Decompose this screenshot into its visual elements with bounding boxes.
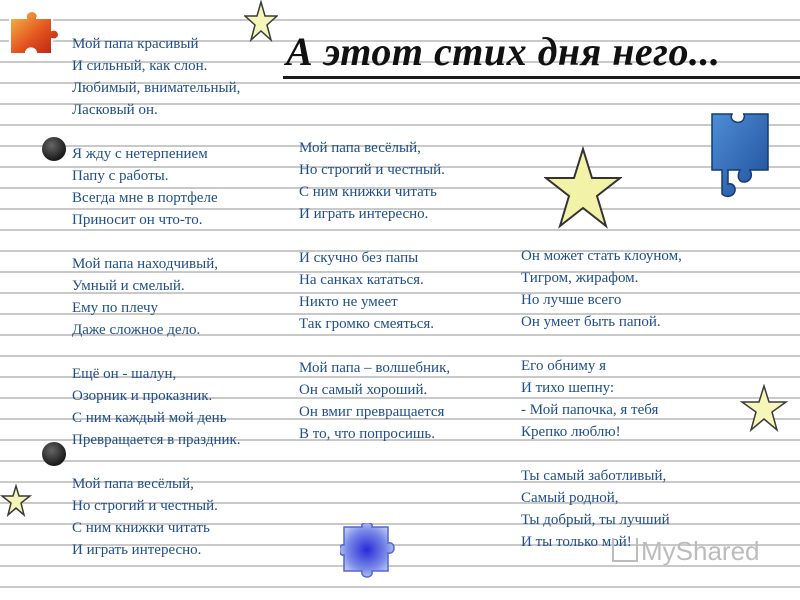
poem-line: В то, что попросишь. [299,426,436,442]
poem-column-1 [72,33,302,583]
poem-line: Но строгий и честный. [72,498,218,514]
star-icon [544,146,622,230]
stanza [521,355,751,443]
stanza [299,357,529,445]
poem-line: Тигром, жирафом. [521,270,639,286]
stanza [299,247,529,335]
poem-line: Самый родной, [521,490,619,506]
hole-punch [42,442,66,466]
poem-line: Мой папа весёлый, [72,476,194,492]
poem-line: Умный и смелый. [72,278,185,294]
poem-column-3 [521,245,751,575]
poem-column-2 [299,137,529,467]
poem-line: Озорник и проказник. [72,388,213,404]
poem-line: Ласковый он. [72,102,158,118]
stanza [72,143,302,231]
poem-line: И ты только мой! [521,534,632,550]
puzzle-piece-icon [6,8,64,60]
poem-line: Папу с работы. [72,168,169,184]
poem-line: - Мой папочка, я тебя [521,402,659,418]
puzzle-piece-icon [708,108,774,200]
stanza [72,33,302,121]
poem-line: Он может стать клоуном, [521,248,682,264]
poem-line: Но лучше всего [521,292,622,308]
poem-line: Крепко люблю! [521,424,621,440]
watermark-icon [612,538,638,562]
poem-line: И скучно без папы [299,250,419,266]
stanza [521,245,751,333]
poem-line: С ним книжки читать [299,184,437,200]
poem-line: Так громко смеяться. [299,316,435,332]
poem-line: Он самый хороший. [299,382,428,398]
poem-line: Мой папа – волшебник, [299,360,451,376]
poem-line: Мой папа весёлый, [299,140,421,156]
star-icon [0,484,32,518]
stanza [72,363,302,451]
poem-line: Даже сложное дело. [72,322,201,338]
poem-line: Ты добрый, ты лучший [521,512,670,528]
poem-line: Превращается в праздник. [72,432,241,448]
poem-line: И играть интересно. [299,206,429,222]
poem-line: Его обниму я [521,358,607,374]
stanza [299,137,529,225]
poem-line: Ещё он - шалун, [72,366,177,382]
poem-line: С ним каждый мой день [72,410,227,426]
title-underline [283,76,800,79]
poem-line: Я жду с нетерпением [72,146,208,162]
poem-line: Ему по плечу [72,300,159,316]
poem-line: Он вмиг превращается [299,404,445,420]
page-title: А этот стих дня него... [286,29,721,74]
poem-line: Мой папа красивый [72,36,199,52]
poem-line: И тихо шепну: [521,380,615,396]
puzzle-piece-icon [340,523,404,585]
poem-line: С ним книжки читать [72,520,210,536]
stanza [72,253,302,341]
poem-line: Мой папа находчивый, [72,256,218,272]
watermark [612,536,760,567]
poem-line: И играть интересно. [72,542,202,558]
hole-punch [42,137,66,161]
poem-line: Всегда мне в портфеле [72,190,218,206]
poem-line: Но строгий и честный. [299,162,445,178]
stanza [72,473,302,561]
poem-line: Он умеет быть папой. [521,314,661,330]
poem-line: Ты самый заботливый, [521,468,667,484]
watermark-text: MyShared [641,536,760,566]
poem-line: Никто не умеет [299,294,398,310]
poem-line: Приносит он что-то. [72,212,203,228]
poem-line: И сильный, как слон. [72,58,208,74]
poem-line: На санках кататься. [299,272,424,288]
poem-line: Любимый, внимательный, [72,80,241,96]
